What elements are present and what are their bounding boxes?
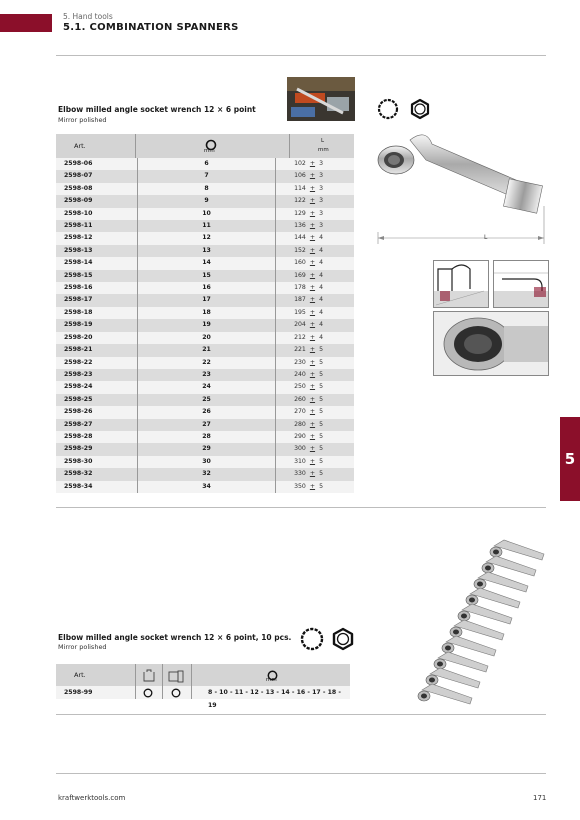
length-value: 114: [294, 184, 306, 192]
art-number: 2598-07: [56, 170, 137, 182]
section2-title: Elbow milled angle socket wrench 12 × 6 point, 10 pcs.: [58, 633, 292, 642]
art-number: 2598-20: [56, 332, 137, 344]
col-l-unit: mm: [318, 147, 329, 153]
plus-minus-sign: +: [309, 358, 316, 366]
length-value: 122: [294, 197, 306, 205]
socket-size: 18: [137, 307, 275, 319]
table-row: [56, 381, 354, 393]
art-number: 2598-13: [56, 245, 137, 257]
socket-size: 11: [137, 220, 275, 232]
length-value: 160: [294, 259, 306, 267]
socket-size: 20: [137, 332, 275, 344]
length-tolerance: 4: [319, 259, 323, 267]
art-number: 2598-24: [56, 381, 137, 393]
t2-col-mm-unit: mm: [266, 677, 277, 683]
plus-minus-sign: +: [309, 271, 316, 279]
art-number: 2598-17: [56, 294, 137, 306]
length-value: 240: [294, 370, 306, 378]
length-value: 136: [294, 222, 306, 230]
socket-size: 28: [137, 431, 275, 443]
plus-minus-sign: +: [309, 470, 316, 478]
plus-minus-sign: +: [309, 370, 316, 378]
table-row: [56, 332, 354, 344]
length-value: 290: [294, 432, 306, 440]
length-tolerance: 4: [319, 284, 323, 292]
length-cell: [276, 468, 354, 480]
art-number: 2598-12: [56, 232, 137, 244]
length-value: 152: [294, 246, 306, 254]
table-row: [56, 195, 354, 207]
socket-size: 8: [137, 183, 275, 195]
length-cell: [276, 319, 354, 331]
art-number: 2598-29: [56, 443, 137, 455]
plus-minus-sign: +: [309, 457, 316, 465]
hexagon-socket-icon: [412, 100, 428, 118]
page-title: 5.1. COMBINATION SPANNERS: [63, 22, 239, 33]
footer-divider: [56, 773, 546, 774]
table-row: [56, 357, 354, 369]
plus-minus-sign: +: [309, 482, 316, 490]
length-value: 212: [294, 333, 306, 341]
socket-size: 9: [137, 195, 275, 207]
length-tolerance: 5: [319, 432, 323, 440]
length-cell: [276, 431, 354, 443]
plus-minus-sign: +: [309, 333, 316, 341]
chapter-tab[interactable]: 5: [560, 417, 580, 501]
art-number: 2598-14: [56, 257, 137, 269]
length-cell: [276, 195, 354, 207]
table-row: [56, 294, 354, 306]
socket-size: 32: [137, 468, 275, 480]
length-cell: [276, 419, 354, 431]
length-tolerance: 4: [319, 234, 323, 242]
socket-size: 29: [137, 443, 275, 455]
length-tolerance: 4: [319, 321, 323, 329]
wrench-set-photo: [394, 530, 546, 710]
brand-bar: [0, 14, 52, 32]
length-value: 195: [294, 308, 306, 316]
plus-minus-sign: +: [309, 259, 316, 267]
length-value: 310: [294, 457, 306, 465]
plus-minus-sign: +: [309, 160, 316, 167]
length-tolerance: 5: [319, 445, 323, 453]
art-number: 2598-30: [56, 456, 137, 468]
socket-size: 16: [137, 282, 275, 294]
length-tolerance: 4: [319, 246, 323, 254]
length-cell: [276, 307, 354, 319]
plus-minus-sign: +: [309, 395, 316, 403]
art-number: 2598-11: [56, 220, 137, 232]
length-value: 330: [294, 470, 306, 478]
length-value: 250: [294, 383, 306, 391]
length-tolerance: 5: [319, 370, 323, 378]
header-divider: [56, 55, 546, 56]
length-cell: [276, 245, 354, 257]
length-tolerance: 5: [319, 420, 323, 428]
socket-size: 27: [137, 419, 275, 431]
table-row: [56, 307, 354, 319]
plus-minus-sign: +: [309, 209, 316, 217]
section2-divider: [56, 714, 546, 715]
art-number: 2598-34: [56, 481, 137, 493]
art-number: 2598-21: [56, 344, 137, 356]
table-row: [56, 270, 354, 282]
socket-size: 19: [137, 319, 275, 331]
socket-size: 25: [137, 394, 275, 406]
col-mm-unit: mm: [204, 148, 215, 154]
plus-minus-sign: +: [309, 284, 316, 292]
length-value: 350: [294, 482, 306, 490]
socket-profile-icons-2: [300, 627, 356, 651]
length-cell: [276, 369, 354, 381]
length-value: 178: [294, 284, 306, 292]
socket-size: 34: [137, 481, 275, 493]
table-row: [56, 232, 354, 244]
twelve-point-socket-icon: [302, 629, 322, 649]
table2-row: [56, 686, 350, 709]
length-cell: [276, 344, 354, 356]
socket-size: 10: [137, 208, 275, 220]
table-row: [56, 369, 354, 381]
table-row: [56, 431, 354, 443]
length-tolerance: 4: [319, 308, 323, 316]
socket-size: 21: [137, 344, 275, 356]
section1-title: Elbow milled angle socket wrench 12 × 6 point: [58, 105, 256, 114]
wrench-drawing: [370, 126, 550, 250]
table2-header: [56, 664, 350, 686]
length-cell: [276, 257, 354, 269]
page-number: 171: [533, 794, 547, 802]
hexagon-socket-icon: [334, 629, 352, 649]
socket-size: 7: [137, 170, 275, 182]
breadcrumb: 5. Hand tools: [63, 12, 113, 21]
length-cell: [276, 183, 354, 195]
length-tolerance: 3: [319, 209, 323, 217]
table-row: [56, 158, 354, 170]
socket-size: 15: [137, 270, 275, 282]
usage-diagram-right: [493, 260, 549, 308]
plus-minus-sign: +: [309, 172, 316, 180]
length-tolerance: 5: [319, 470, 323, 478]
table-row: [56, 170, 354, 182]
socket-profile-icons: [377, 98, 433, 120]
art-number: 2598-23: [56, 369, 137, 381]
socket-size: 6: [137, 158, 275, 170]
socket-size: 14: [137, 257, 275, 269]
length-cell: [276, 394, 354, 406]
length-cell: [276, 208, 354, 220]
length-cell: [276, 220, 354, 232]
plus-minus-sign: +: [309, 222, 316, 230]
length-cell: [276, 332, 354, 344]
length-value: 230: [294, 358, 306, 366]
table1-header: [56, 134, 354, 158]
length-cell: [276, 282, 354, 294]
plus-minus-sign: +: [309, 197, 316, 205]
art-number: 2598-32: [56, 468, 137, 480]
plus-minus-sign: +: [309, 445, 316, 453]
dimension-label: L: [484, 234, 488, 241]
socket-size: 23: [137, 369, 275, 381]
length-tolerance: 5: [319, 346, 323, 354]
art-number: 2598-09: [56, 195, 137, 207]
length-cell: [276, 232, 354, 244]
footer-url[interactable]: kraftwerktools.com: [58, 794, 126, 802]
plus-minus-sign: +: [309, 321, 316, 329]
socket-size: 17: [137, 294, 275, 306]
art-number: 2598-18: [56, 307, 137, 319]
table-row: [56, 468, 354, 480]
t2-art: 2598-99: [64, 689, 93, 696]
table-row: [56, 394, 354, 406]
length-tolerance: 3: [319, 160, 323, 167]
holder-icon: [168, 668, 184, 687]
length-tolerance: 3: [319, 172, 323, 180]
art-number: 2598-15: [56, 270, 137, 282]
socket-size: 12: [137, 232, 275, 244]
table-row: [56, 220, 354, 232]
length-cell: [276, 443, 354, 455]
col-art-header: Art.: [74, 142, 86, 150]
length-value: 102: [294, 160, 306, 167]
length-cell: [276, 406, 354, 418]
usage-diagram-left: [433, 260, 489, 308]
table-row: [56, 245, 354, 257]
art-number: 2598-08: [56, 183, 137, 195]
table-row: [56, 481, 354, 493]
art-number: 2598-25: [56, 394, 137, 406]
table-row: [56, 183, 354, 195]
length-value: 129: [294, 209, 306, 217]
length-cell: [276, 357, 354, 369]
table-row: [56, 319, 354, 331]
length-value: 221: [294, 346, 306, 354]
length-cell: [276, 158, 354, 170]
table-row: [56, 257, 354, 269]
plus-minus-sign: +: [309, 383, 316, 391]
table-row: [56, 456, 354, 468]
socket-size: 13: [137, 245, 275, 257]
table-row: [56, 443, 354, 455]
length-value: 270: [294, 408, 306, 416]
length-tolerance: 5: [319, 408, 323, 416]
spanner-table: [56, 158, 354, 493]
length-tolerance: 3: [319, 184, 323, 192]
length-cell: [276, 270, 354, 282]
art-number: 2598-26: [56, 406, 137, 418]
length-value: 169: [294, 271, 306, 279]
art-number: 2598-06: [56, 158, 137, 170]
length-cell: [276, 294, 354, 306]
length-value: 260: [294, 395, 306, 403]
art-number: 2598-16: [56, 282, 137, 294]
length-cell: [276, 456, 354, 468]
section2-subtitle: Mirror polished: [58, 643, 107, 651]
socket-closeup-photo: [433, 311, 549, 376]
t2-sizes: 8 - 10 - 11 - 12 - 13 - 14 - 16 - 17 - 18 - 19: [208, 689, 341, 709]
length-tolerance: 4: [319, 296, 323, 304]
plus-minus-sign: +: [309, 184, 316, 192]
length-cell: [276, 481, 354, 493]
socket-size: 30: [137, 456, 275, 468]
length-tolerance: 4: [319, 271, 323, 279]
t2-col-art: Art.: [74, 671, 86, 679]
plus-minus-sign: +: [309, 308, 316, 316]
col-l-header: L: [321, 138, 325, 144]
product-photo: [287, 77, 355, 121]
length-tolerance: 3: [319, 222, 323, 230]
plus-minus-sign: +: [309, 296, 316, 304]
table-row: [56, 282, 354, 294]
plus-minus-sign: +: [309, 432, 316, 440]
length-value: 187: [294, 296, 306, 304]
plus-minus-sign: +: [309, 346, 316, 354]
length-cell: [276, 381, 354, 393]
table-row: [56, 208, 354, 220]
socket-size: 26: [137, 406, 275, 418]
set-wrench: [418, 684, 472, 704]
length-value: 204: [294, 321, 306, 329]
length-tolerance: 3: [319, 197, 323, 205]
case-included-icon: [143, 688, 153, 703]
length-tolerance: 5: [319, 383, 323, 391]
art-number: 2598-10: [56, 208, 137, 220]
length-value: 300: [294, 445, 306, 453]
socket-size: 22: [137, 357, 275, 369]
section-divider: [56, 507, 546, 508]
plus-minus-sign: +: [309, 420, 316, 428]
art-number: 2598-22: [56, 357, 137, 369]
art-number: 2598-19: [56, 319, 137, 331]
length-tolerance: 5: [319, 482, 323, 490]
length-value: 106: [294, 172, 306, 180]
plus-minus-sign: +: [309, 408, 316, 416]
length-cell: [276, 170, 354, 182]
table-row: [56, 406, 354, 418]
holder-included-icon: [171, 688, 181, 703]
table-row: [56, 344, 354, 356]
art-number: 2598-28: [56, 431, 137, 443]
art-number: 2598-27: [56, 419, 137, 431]
twelve-point-socket-icon: [379, 100, 397, 118]
length-value: 280: [294, 420, 306, 428]
plus-minus-sign: +: [309, 234, 316, 242]
table-row: [56, 419, 354, 431]
case-icon: [142, 668, 156, 687]
length-tolerance: 5: [319, 395, 323, 403]
length-tolerance: 4: [319, 333, 323, 341]
section1-subtitle: Mirror polished: [58, 116, 107, 124]
plus-minus-sign: +: [309, 246, 316, 254]
socket-size: 24: [137, 381, 275, 393]
length-tolerance: 5: [319, 358, 323, 366]
length-tolerance: 5: [319, 457, 323, 465]
length-value: 144: [294, 234, 306, 242]
